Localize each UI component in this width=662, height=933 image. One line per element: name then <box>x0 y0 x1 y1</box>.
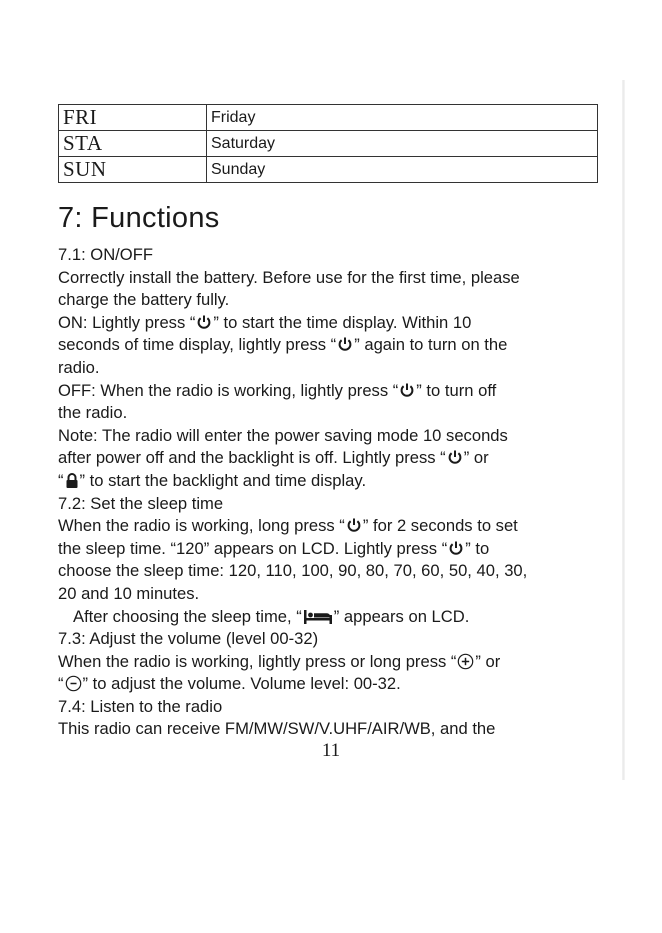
subsection-title: 7.1: ON/OFF <box>58 245 153 264</box>
day-abbr-cell: STA <box>59 131 207 157</box>
page-number: 11 <box>321 740 341 761</box>
text-line <box>58 334 606 357</box>
power-icon <box>337 336 353 360</box>
text-span: ” for 2 seconds to set <box>362 516 518 536</box>
text-line: choose the sleep time: 120, 110, 100, 90, 80, 70, 60, 50, 40, 30, <box>58 561 528 581</box>
text-span: seconds of time display, lightly press “ <box>58 335 337 355</box>
text-span: ” appears on LCD. <box>333 606 470 626</box>
text-line <box>58 470 606 493</box>
text-line <box>58 606 606 629</box>
text-line <box>58 312 606 335</box>
text-line: Correctly install the battery. Before use for the first time, please <box>58 267 520 287</box>
text-span: ” to adjust the volume. Volume level: 00-32. <box>82 674 401 694</box>
functions-body <box>58 244 606 741</box>
day-full-cell: Friday <box>207 105 598 131</box>
text-span: When the radio is working, lightly press or long press “ <box>58 651 457 671</box>
text-span: “ <box>58 470 64 490</box>
text-span: ON: Lightly press “ <box>58 312 196 332</box>
subsection-title: 7.3: Adjust the volume (level 00-32) <box>58 629 319 649</box>
text-span: ” or <box>463 448 489 468</box>
text-line <box>58 651 606 674</box>
text-line: radio. <box>58 357 100 377</box>
text-line <box>58 447 606 470</box>
text-line <box>58 538 606 561</box>
table-row <box>59 157 598 183</box>
text-span: ” to start the backlight and time display. <box>79 470 367 490</box>
day-abbreviation-table <box>58 104 598 183</box>
lock-icon <box>65 472 79 496</box>
table-row <box>59 131 598 157</box>
plus-icon <box>457 653 474 677</box>
text-span: after power off and the backlight is off. Lightly press “ <box>58 448 446 468</box>
text-line: This radio can receive FM/MW/SW/V.UHF/AIR/WB, and the <box>58 719 496 739</box>
text-line: the radio. <box>58 403 128 423</box>
day-full-cell: Sunday <box>207 157 598 183</box>
day-abbr-cell: FRI <box>59 105 207 131</box>
text-line: 20 and 10 minutes. <box>58 583 200 603</box>
text-line <box>58 380 606 403</box>
text-span: ” to start the time display. Within 10 <box>213 312 472 332</box>
power-icon <box>447 449 463 473</box>
subsection-title: 7.2: Set the sleep time <box>58 493 224 513</box>
scan-shadow <box>622 80 625 780</box>
text-line: Note: The radio will enter the power saving mode 10 seconds <box>58 425 508 445</box>
text-line <box>58 673 606 696</box>
table-row <box>59 105 598 131</box>
text-span: ” to <box>465 538 490 558</box>
day-full-cell: Saturday <box>207 131 598 157</box>
text-span: ” to turn off <box>416 380 497 400</box>
text-span: ” or <box>475 651 501 671</box>
text-span: the sleep time. “120” appears on LCD. Lightly press “ <box>58 538 448 558</box>
text-span: When the radio is working, long press “ <box>58 516 345 536</box>
day-abbr-cell: SUN <box>59 157 207 183</box>
power-icon <box>399 382 415 406</box>
section-heading: 7: Functions <box>58 202 220 234</box>
text-span: ” again to turn on the <box>354 335 508 355</box>
text-span: After choosing the sleep time, “ <box>73 606 302 626</box>
text-line <box>58 515 606 538</box>
text-span: “ <box>58 674 64 694</box>
text-span: OFF: When the radio is working, lightly press “ <box>58 380 399 400</box>
subsection-title: 7.4: Listen to the radio <box>58 696 223 716</box>
text-line: charge the battery fully. <box>58 290 230 310</box>
